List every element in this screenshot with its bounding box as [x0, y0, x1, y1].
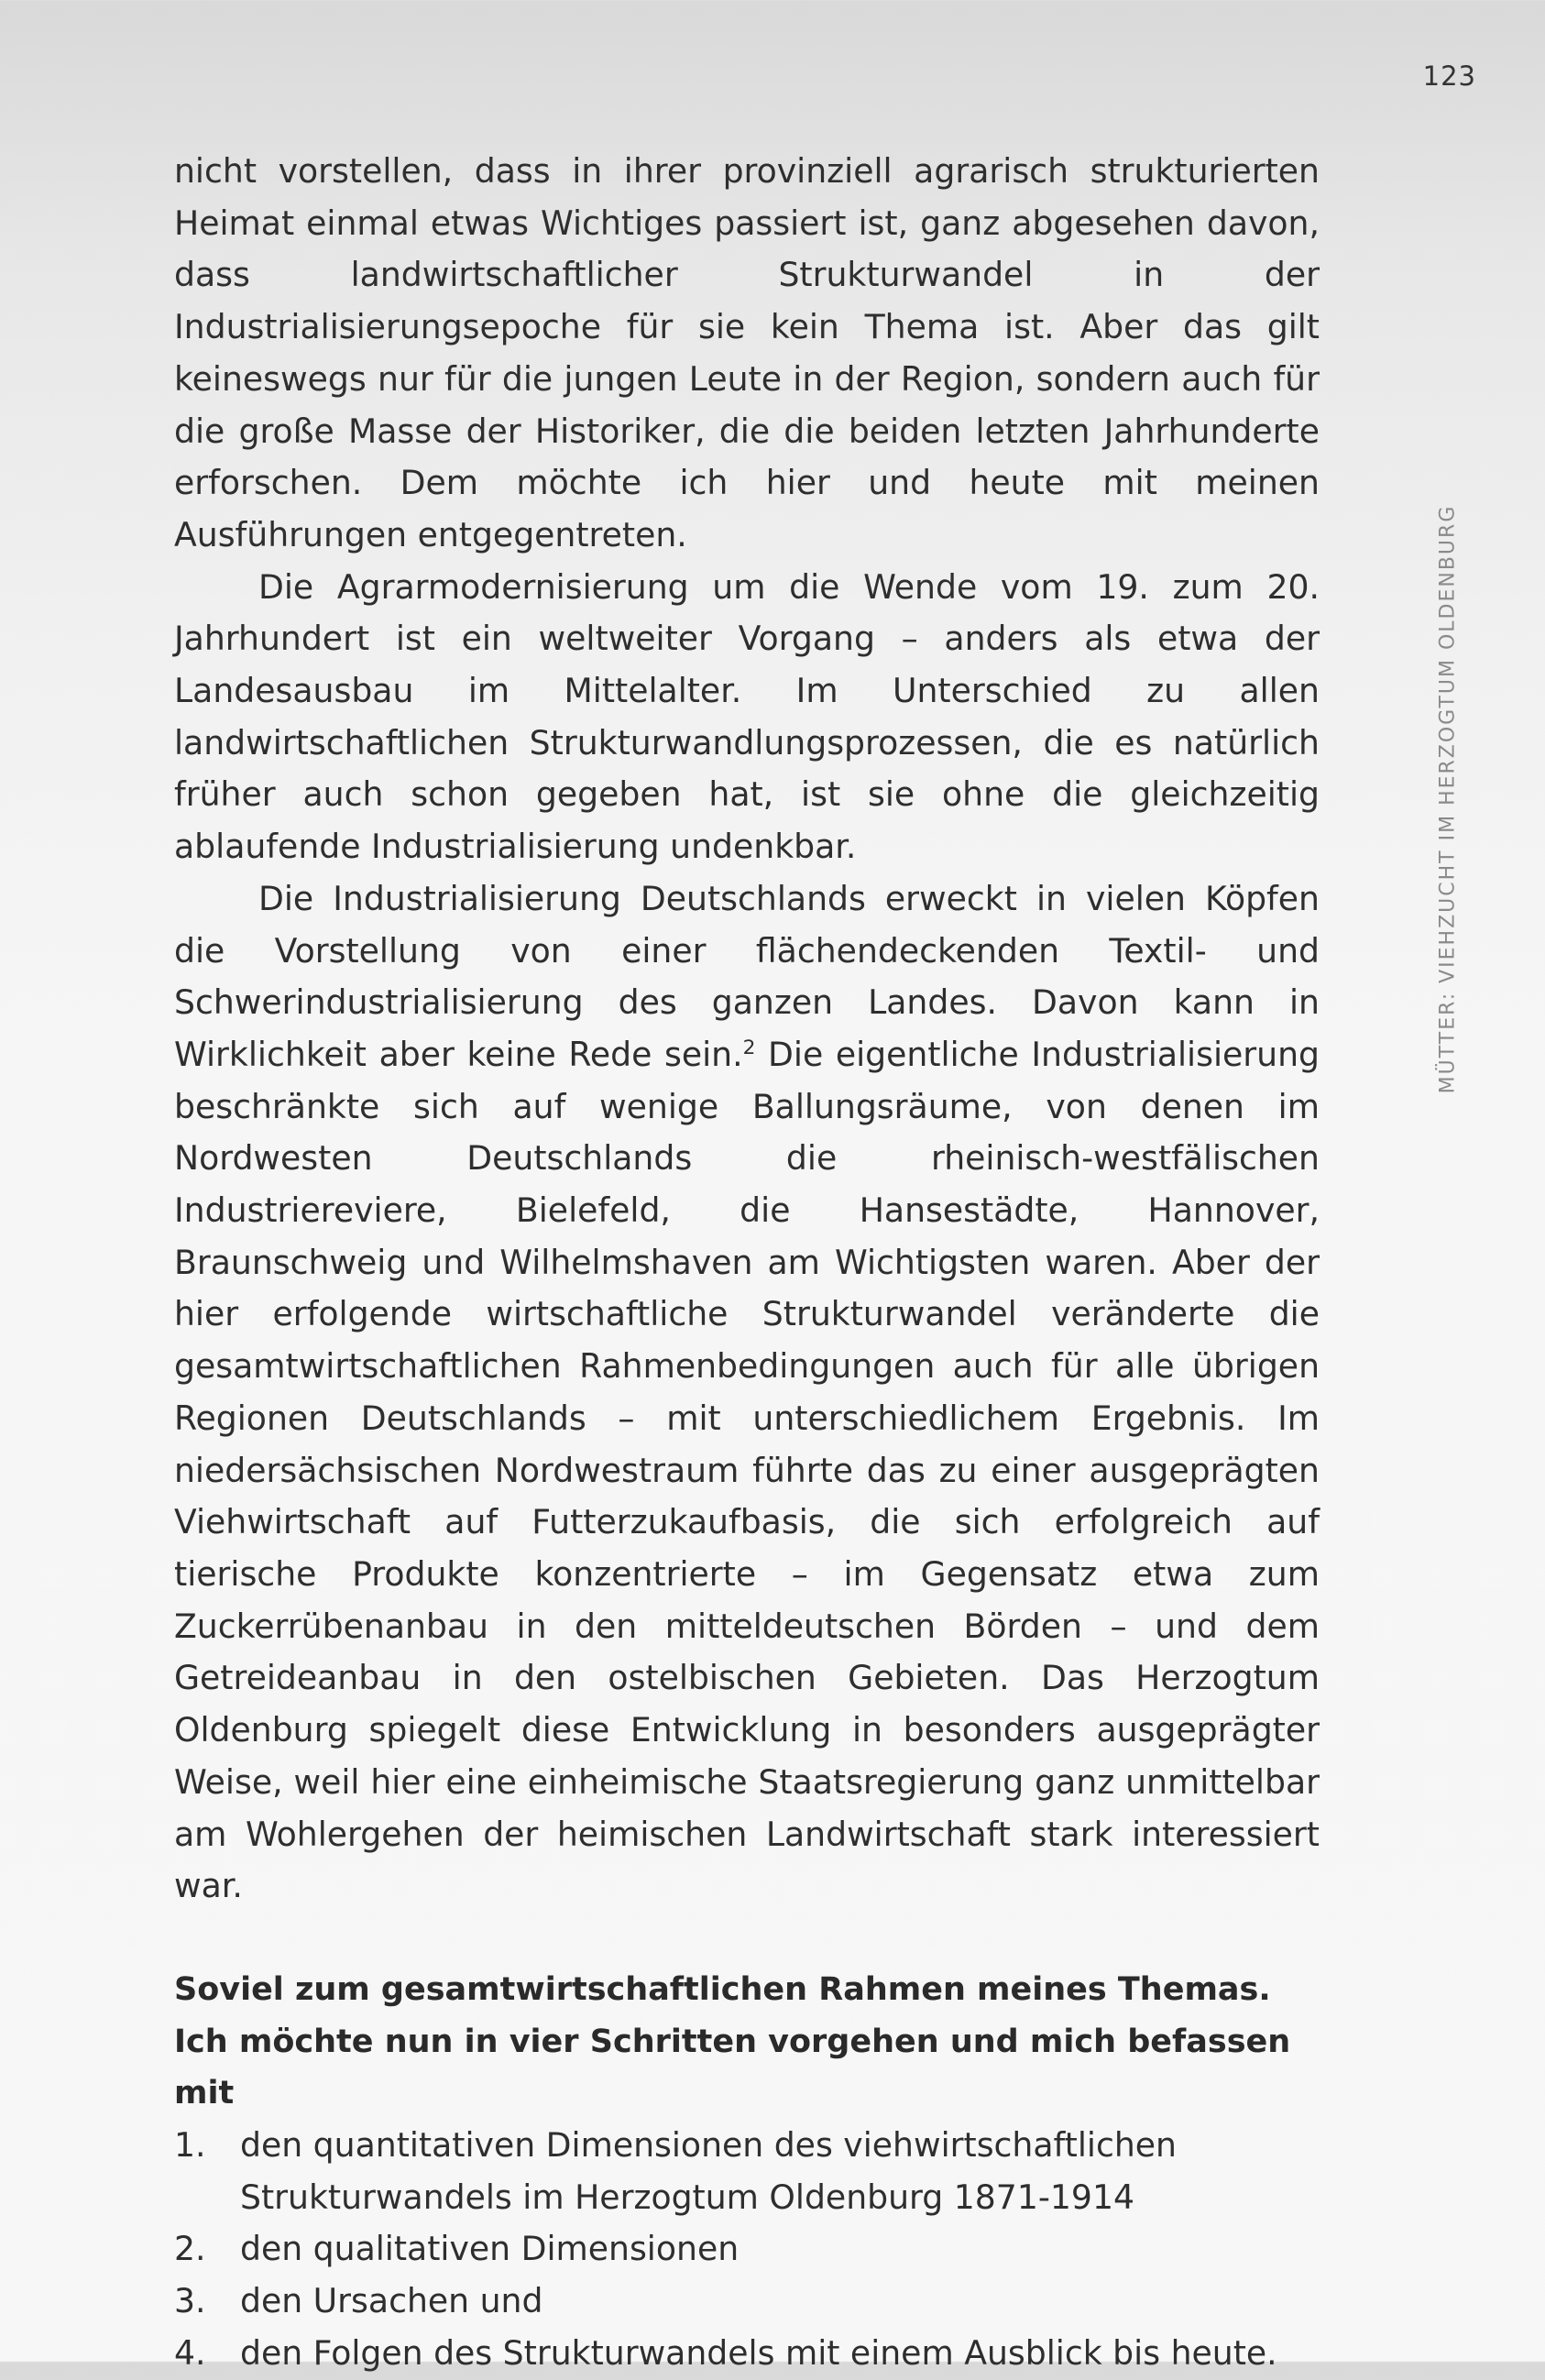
paragraph-3-part-2: Die eigentliche Industrialisierung beschränkte sich auf wenige Ballungsräume, von denen im Nordwesten Deutschlands die rheinisch-westfälischen Industriereviere, Bielefeld, die Hansestädte, Hannover, Braunschweig und Wilhelmshaven am Wichtigsten waren. Aber der hier erfolgende wirtschaftliche Strukturwandel veränderte die gesamtwirtschaftlichen Rahmenbedingungen auch für alle übrigen Regionen Deutschlands – mit unterschiedlichem Ergebnis. Im niedersächsischen Nordwestraum führte das zu einer ausgeprägten Viehwirtschaft auf Futterzukaufbasis, die sich erfolgreich auf tierische Produkte konzentrierte – im Gegensatz etwa zum Zuckerrübenanbau in den mitteldeutschen Börden – und dem Getreideanbau in den ostelbischen Gebieten. Das Herzogtum Oldenburg spiegelt diese Entwicklung in besonders ausgeprägter Weise, weil hier eine einheimische Staatsregierung ganz unmittelbar am Wohlergehen der heimischen Landwirtschaft stark interessiert war. [174, 1034, 1320, 1906]
main-text [174, 146, 1320, 2380]
list-item-text: den Folgen des Strukturwandels mit einem Ausblick bis heute. [240, 2332, 1277, 2373]
list-item [174, 2120, 1320, 2223]
paragraph-1: nicht vorstellen, dass in ihrer provinziell agrarisch strukturierten Heimat einmal etwas Wichtiges passiert ist, ganz abgesehen davon, dass landwirtschaftlicher Strukturwandel in der Industrialisierungsepoche für sie kein Thema ist. Aber das gilt keineswegs nur für die jungen Leute in der Region, sondern auch für die große Masse der Historiker, die die beiden letzten Jahrhunderte erforschen. Dem möchte ich hier und heute mit meinen Ausführungen entgegentreten. [174, 151, 1320, 554]
running-head: MÜTTER: VIEHZUCHT IM HERZOGTUM OLDENBURG [1436, 504, 1460, 1094]
list-item-text: den qualitativen Dimensionen [240, 2229, 740, 2269]
list-item-number: 4. [174, 2332, 206, 2373]
intro-line-1: Soviel zum gesamtwirtschaftlichen Rahmen meines Themas. [174, 1970, 1271, 2008]
list-item-number: 1. [174, 2125, 206, 2166]
steps-list [174, 2120, 1320, 2380]
list-item-text: den Ursachen und [240, 2281, 543, 2321]
list-item [174, 2328, 1320, 2380]
section-intro [174, 1964, 1320, 2120]
page-number: 123 [1422, 60, 1476, 92]
paragraph-3 [174, 873, 1320, 1913]
list-item [174, 2223, 1320, 2276]
paragraph-2: Die Agrarmodernisierung um die Wende vom 19. zum 20. Jahrhundert ist ein weltweiter Vorgang – anders als etwa der Landesausbau im Mittelalter. Im Unterschied zu allen landwirtschaftlichen Strukturwandlungsprozessen, die es natürlich früher auch schon gegeben hat, ist sie ohne die gleichzeitig ablaufende Industrialisierung undenkbar. [174, 566, 1320, 867]
list-item-number: 2. [174, 2229, 206, 2269]
paragraph-3-part-1: Die Industrialisierung Deutschlands erweckt in vielen Köpfen die Vorstellung von einer flächendeckenden Textil- und Schwerindustrialisierung des ganzen Landes. Davon kann in Wirklichkeit aber keine Rede sein. [174, 878, 1320, 1074]
intro-line-2: Ich möchte nun in vier Schritten vorgehen und mich befassen mit [174, 2023, 1291, 2112]
list-item-number: 3. [174, 2281, 206, 2321]
footnote-reference[interactable]: 2 [742, 1036, 756, 1059]
list-item [174, 2276, 1320, 2328]
list-item-text: den quantitativen Dimensionen des viehwirtschaftlichen Strukturwandels im Herzogtum Oldenburg 1871-1914 [240, 2125, 1177, 2217]
